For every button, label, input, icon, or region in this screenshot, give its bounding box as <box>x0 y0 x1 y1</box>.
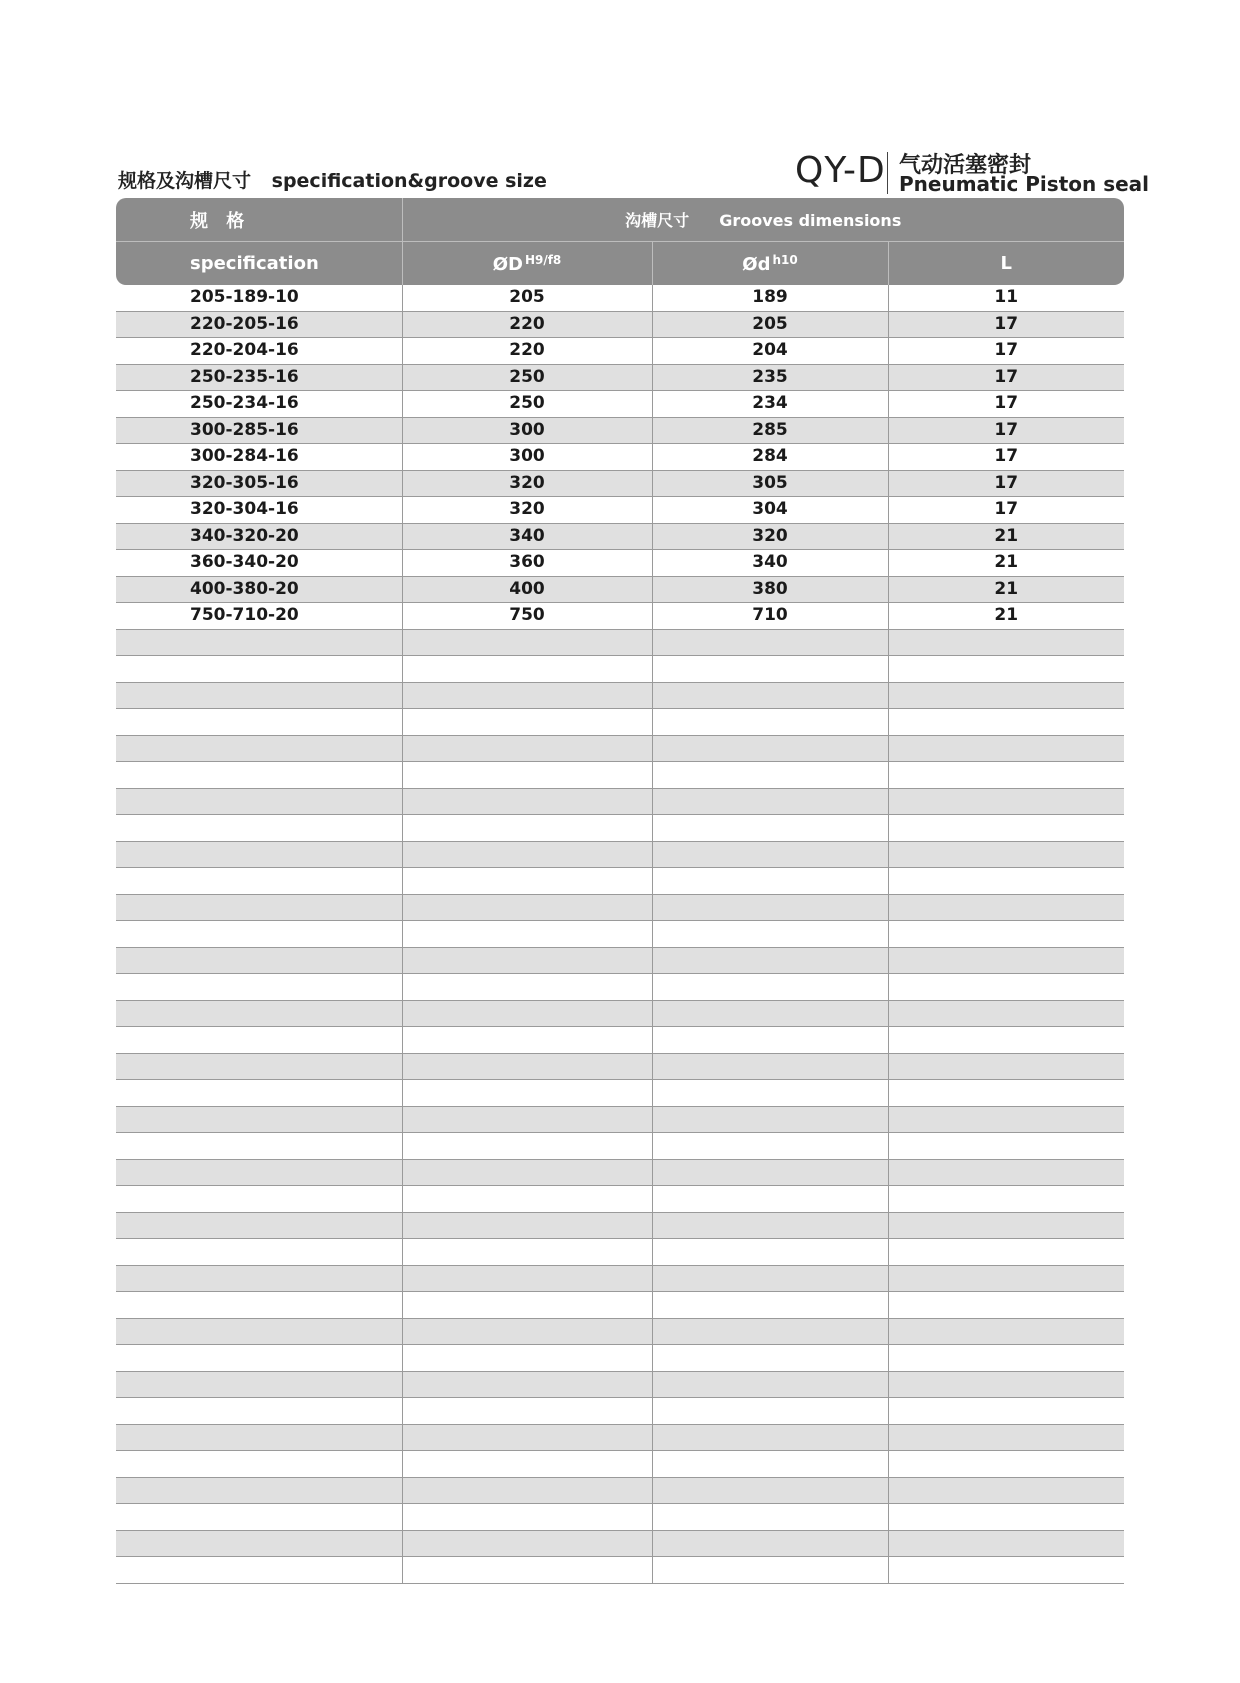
empty-table-row <box>116 1292 1124 1319</box>
empty-cell <box>116 1186 402 1213</box>
empty-cell <box>402 815 652 842</box>
empty-cell <box>888 1159 1124 1186</box>
cell-spec: 300-285-16 <box>116 417 402 444</box>
cell-L: 17 <box>888 391 1124 418</box>
empty-cell <box>116 1212 402 1239</box>
empty-cell <box>402 1027 652 1054</box>
empty-cell <box>652 1186 888 1213</box>
cell-L: 11 <box>888 285 1124 311</box>
empty-cell <box>402 1186 652 1213</box>
cell-spec: 400-380-20 <box>116 576 402 603</box>
empty-cell <box>116 709 402 736</box>
empty-cell <box>402 841 652 868</box>
cell-D: 250 <box>402 364 652 391</box>
header-groove-zh: 沟槽尺寸 <box>625 211 690 230</box>
empty-cell <box>888 1424 1124 1451</box>
empty-cell <box>402 894 652 921</box>
empty-cell <box>652 1053 888 1080</box>
empty-cell <box>116 1371 402 1398</box>
empty-cell <box>888 1477 1124 1504</box>
cell-d: 205 <box>652 311 888 338</box>
header-spec-zh: 规 格 <box>116 198 402 242</box>
empty-table-row <box>116 1557 1124 1584</box>
empty-cell <box>116 1000 402 1027</box>
empty-cell <box>116 894 402 921</box>
header-col-d-tolerance: h10 <box>772 252 798 267</box>
empty-cell <box>116 947 402 974</box>
empty-cell <box>402 1080 652 1107</box>
empty-table-row <box>116 1345 1124 1372</box>
table-row <box>116 444 1124 471</box>
empty-table-row <box>116 1530 1124 1557</box>
empty-cell <box>402 1133 652 1160</box>
empty-table-row <box>116 1265 1124 1292</box>
empty-cell <box>116 868 402 895</box>
cell-spec: 360-340-20 <box>116 550 402 577</box>
empty-cell <box>888 629 1124 656</box>
empty-cell <box>888 1106 1124 1133</box>
cell-D: 750 <box>402 603 652 630</box>
empty-cell <box>402 1212 652 1239</box>
empty-table-row <box>116 788 1124 815</box>
empty-cell <box>402 629 652 656</box>
empty-cell <box>402 709 652 736</box>
empty-cell <box>402 735 652 762</box>
empty-table-row <box>116 1186 1124 1213</box>
cell-L: 17 <box>888 311 1124 338</box>
empty-table-row <box>116 735 1124 762</box>
empty-cell <box>888 1398 1124 1425</box>
empty-cell <box>116 1345 402 1372</box>
empty-cell <box>652 1292 888 1319</box>
empty-cell <box>116 1398 402 1425</box>
empty-table-row <box>116 894 1124 921</box>
empty-cell <box>402 1292 652 1319</box>
empty-cell <box>888 1318 1124 1345</box>
cell-D: 250 <box>402 391 652 418</box>
product-code: QY-D <box>795 150 886 191</box>
cell-spec: 340-320-20 <box>116 523 402 550</box>
empty-cell <box>402 1053 652 1080</box>
empty-cell <box>888 1212 1124 1239</box>
cell-spec: 750-710-20 <box>116 603 402 630</box>
header-groove-en: Grooves dimensions <box>719 211 902 230</box>
empty-cell <box>402 1106 652 1133</box>
empty-table-row <box>116 1133 1124 1160</box>
empty-table-row <box>116 1106 1124 1133</box>
spec-table <box>116 198 1124 1584</box>
cell-D: 400 <box>402 576 652 603</box>
empty-cell <box>402 656 652 683</box>
cell-L: 17 <box>888 497 1124 524</box>
table-row <box>116 470 1124 497</box>
empty-cell <box>888 1239 1124 1266</box>
table-header-row-1 <box>116 198 1124 242</box>
header-col-D <box>402 242 652 286</box>
empty-cell <box>652 868 888 895</box>
empty-cell <box>888 1504 1124 1531</box>
empty-table-row <box>116 709 1124 736</box>
empty-table-row <box>116 1398 1124 1425</box>
empty-cell <box>888 1345 1124 1372</box>
empty-cell <box>116 1133 402 1160</box>
empty-cell <box>888 1186 1124 1213</box>
empty-cell <box>652 1212 888 1239</box>
empty-table-row <box>116 1080 1124 1107</box>
empty-cell <box>652 788 888 815</box>
empty-cell <box>652 1398 888 1425</box>
empty-cell <box>116 735 402 762</box>
empty-cell <box>888 709 1124 736</box>
cell-d: 305 <box>652 470 888 497</box>
empty-cell <box>888 656 1124 683</box>
empty-cell <box>652 1318 888 1345</box>
empty-cell <box>652 1345 888 1372</box>
table-header-row-2 <box>116 242 1124 286</box>
empty-cell <box>888 947 1124 974</box>
cell-L: 21 <box>888 576 1124 603</box>
cell-spec: 300-284-16 <box>116 444 402 471</box>
empty-cell <box>888 1053 1124 1080</box>
empty-cell <box>116 629 402 656</box>
empty-cell <box>652 1133 888 1160</box>
empty-cell <box>888 1557 1124 1584</box>
empty-cell <box>652 1477 888 1504</box>
empty-cell <box>888 1080 1124 1107</box>
cell-L: 21 <box>888 550 1124 577</box>
empty-cell <box>116 656 402 683</box>
empty-cell <box>116 682 402 709</box>
table-row <box>116 550 1124 577</box>
empty-cell <box>888 921 1124 948</box>
cell-D: 320 <box>402 470 652 497</box>
empty-cell <box>652 709 888 736</box>
empty-cell <box>116 762 402 789</box>
empty-cell <box>402 1345 652 1372</box>
empty-cell <box>652 947 888 974</box>
empty-cell <box>652 682 888 709</box>
empty-cell <box>402 947 652 974</box>
empty-cell <box>652 656 888 683</box>
cell-L: 21 <box>888 523 1124 550</box>
cell-spec: 220-205-16 <box>116 311 402 338</box>
empty-table-row <box>116 1212 1124 1239</box>
empty-table-row <box>116 1477 1124 1504</box>
section-title-en: specification&groove size <box>271 170 547 192</box>
empty-cell <box>402 1557 652 1584</box>
section-title <box>118 166 547 193</box>
cell-D: 220 <box>402 338 652 365</box>
cell-D: 220 <box>402 311 652 338</box>
cell-d: 710 <box>652 603 888 630</box>
empty-cell <box>652 1530 888 1557</box>
empty-cell <box>116 1451 402 1478</box>
cell-D: 300 <box>402 417 652 444</box>
empty-table-row <box>116 841 1124 868</box>
empty-cell <box>116 1504 402 1531</box>
empty-cell <box>402 974 652 1001</box>
empty-cell <box>402 1530 652 1557</box>
empty-cell <box>888 788 1124 815</box>
empty-cell <box>116 1053 402 1080</box>
table-body <box>116 285 1124 1583</box>
empty-cell <box>652 894 888 921</box>
empty-cell <box>652 1451 888 1478</box>
empty-cell <box>402 1424 652 1451</box>
empty-cell <box>116 1530 402 1557</box>
empty-table-row <box>116 629 1124 656</box>
cell-D: 205 <box>402 285 652 311</box>
empty-cell <box>888 1530 1124 1557</box>
empty-cell <box>652 1027 888 1054</box>
empty-cell <box>888 841 1124 868</box>
cell-d: 380 <box>652 576 888 603</box>
empty-cell <box>402 1000 652 1027</box>
empty-table-row <box>116 1053 1124 1080</box>
empty-table-row <box>116 868 1124 895</box>
empty-cell <box>402 1318 652 1345</box>
cell-L: 17 <box>888 444 1124 471</box>
empty-table-row <box>116 1451 1124 1478</box>
empty-cell <box>116 815 402 842</box>
empty-table-row <box>116 1000 1124 1027</box>
empty-cell <box>402 1451 652 1478</box>
table-row <box>116 311 1124 338</box>
empty-cell <box>116 1159 402 1186</box>
empty-cell <box>652 1504 888 1531</box>
empty-cell <box>116 1477 402 1504</box>
empty-cell <box>116 841 402 868</box>
empty-cell <box>888 1133 1124 1160</box>
section-title-zh: 规格及沟槽尺寸 <box>118 170 252 192</box>
cell-L: 21 <box>888 603 1124 630</box>
empty-cell <box>888 762 1124 789</box>
empty-cell <box>652 1159 888 1186</box>
cell-d: 304 <box>652 497 888 524</box>
empty-cell <box>652 1265 888 1292</box>
empty-cell <box>888 1371 1124 1398</box>
empty-cell <box>116 1265 402 1292</box>
cell-d: 235 <box>652 364 888 391</box>
empty-cell <box>888 735 1124 762</box>
cell-L: 17 <box>888 470 1124 497</box>
empty-cell <box>888 1451 1124 1478</box>
cell-spec: 205-189-10 <box>116 285 402 311</box>
empty-table-row <box>116 921 1124 948</box>
cell-D: 320 <box>402 497 652 524</box>
cell-d: 285 <box>652 417 888 444</box>
empty-table-row <box>116 1504 1124 1531</box>
brand-divider <box>887 152 888 194</box>
empty-table-row <box>116 1371 1124 1398</box>
header-col-D-tolerance: H9/f8 <box>524 252 562 267</box>
empty-cell <box>652 1557 888 1584</box>
header-spec-en: specification <box>116 242 402 286</box>
cell-d: 189 <box>652 285 888 311</box>
empty-table-row <box>116 974 1124 1001</box>
cell-d: 320 <box>652 523 888 550</box>
empty-cell <box>402 1239 652 1266</box>
cell-spec: 220-204-16 <box>116 338 402 365</box>
cell-d: 204 <box>652 338 888 365</box>
empty-cell <box>116 1106 402 1133</box>
empty-table-row <box>116 947 1124 974</box>
cell-spec: 250-235-16 <box>116 364 402 391</box>
table-row <box>116 497 1124 524</box>
table-row <box>116 364 1124 391</box>
cell-d: 340 <box>652 550 888 577</box>
empty-cell <box>402 1159 652 1186</box>
header-col-D-label: ØD <box>492 253 523 275</box>
cell-D: 340 <box>402 523 652 550</box>
cell-L: 17 <box>888 364 1124 391</box>
header-groove-group <box>402 198 1124 242</box>
cell-L: 17 <box>888 338 1124 365</box>
empty-cell <box>402 1504 652 1531</box>
empty-cell <box>116 1239 402 1266</box>
empty-cell <box>888 868 1124 895</box>
empty-cell <box>888 1027 1124 1054</box>
empty-cell <box>652 841 888 868</box>
empty-cell <box>652 815 888 842</box>
cell-spec: 320-304-16 <box>116 497 402 524</box>
empty-cell <box>652 921 888 948</box>
cell-D: 300 <box>402 444 652 471</box>
table-row <box>116 417 1124 444</box>
empty-cell <box>652 1424 888 1451</box>
empty-cell <box>652 1371 888 1398</box>
empty-cell <box>652 1080 888 1107</box>
product-name-en: Pneumatic Piston seal <box>899 172 1150 196</box>
empty-cell <box>402 682 652 709</box>
empty-table-row <box>116 762 1124 789</box>
header-col-L: L <box>888 242 1124 286</box>
empty-cell <box>888 682 1124 709</box>
empty-cell <box>652 1000 888 1027</box>
table-row <box>116 338 1124 365</box>
empty-table-row <box>116 1424 1124 1451</box>
empty-table-row <box>116 1159 1124 1186</box>
empty-cell <box>402 762 652 789</box>
empty-cell <box>652 1239 888 1266</box>
empty-cell <box>402 921 652 948</box>
empty-cell <box>116 1318 402 1345</box>
empty-table-row <box>116 1318 1124 1345</box>
empty-table-row <box>116 1239 1124 1266</box>
empty-cell <box>402 788 652 815</box>
empty-table-row <box>116 682 1124 709</box>
product-name-zh: 气动活塞密封 <box>899 153 1032 178</box>
empty-cell <box>402 868 652 895</box>
table-row <box>116 523 1124 550</box>
empty-cell <box>402 1398 652 1425</box>
empty-cell <box>888 894 1124 921</box>
empty-cell <box>652 1106 888 1133</box>
empty-cell <box>116 1557 402 1584</box>
cell-spec: 320-305-16 <box>116 470 402 497</box>
empty-table-row <box>116 1027 1124 1054</box>
empty-table-row <box>116 656 1124 683</box>
empty-cell <box>888 1000 1124 1027</box>
empty-cell <box>116 974 402 1001</box>
empty-cell <box>116 1080 402 1107</box>
empty-cell <box>888 815 1124 842</box>
cell-L: 17 <box>888 417 1124 444</box>
empty-cell <box>116 1424 402 1451</box>
empty-table-row <box>116 815 1124 842</box>
empty-cell <box>888 974 1124 1001</box>
empty-cell <box>652 629 888 656</box>
empty-cell <box>888 1292 1124 1319</box>
table-row <box>116 285 1124 311</box>
empty-cell <box>402 1265 652 1292</box>
empty-cell <box>116 1027 402 1054</box>
empty-cell <box>402 1477 652 1504</box>
spec-table-container <box>116 198 1124 1584</box>
empty-cell <box>888 1265 1124 1292</box>
empty-cell <box>402 1371 652 1398</box>
cell-d: 284 <box>652 444 888 471</box>
empty-cell <box>116 921 402 948</box>
table-row <box>116 391 1124 418</box>
empty-cell <box>652 735 888 762</box>
header-col-d-label: Ød <box>742 253 771 275</box>
cell-spec: 250-234-16 <box>116 391 402 418</box>
empty-cell <box>652 762 888 789</box>
cell-d: 234 <box>652 391 888 418</box>
empty-cell <box>116 788 402 815</box>
cell-D: 360 <box>402 550 652 577</box>
empty-cell <box>116 1292 402 1319</box>
table-row <box>116 576 1124 603</box>
header-col-d <box>652 242 888 286</box>
table-row <box>116 603 1124 630</box>
empty-cell <box>652 974 888 1001</box>
